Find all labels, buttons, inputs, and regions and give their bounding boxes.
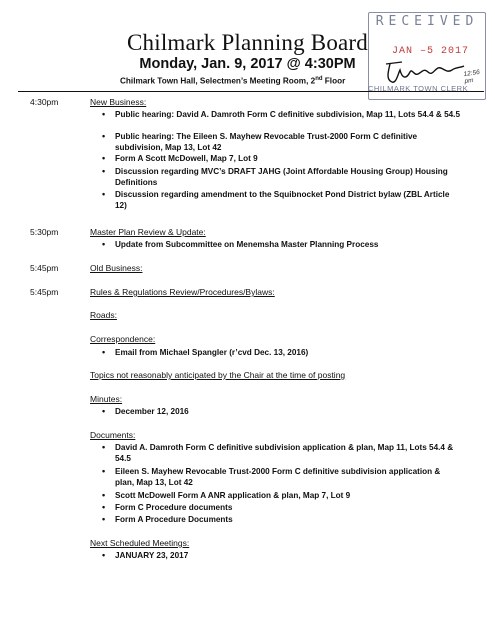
heading-old-business: Old Business: xyxy=(90,263,143,273)
list-item: • Email from Michael Spangler (r’cvd Dec. 13, 2016) xyxy=(115,347,460,358)
stamp-date: JAN –5 2017 xyxy=(392,46,470,57)
list-item: • Form A Procedure Documents xyxy=(115,514,460,525)
location-tail: Floor xyxy=(322,76,346,86)
heading-topics: Topics not reasonably anticipated by the Chair at the time of posting xyxy=(90,370,346,380)
list-item: • Eileen S. Mayhew Revocable Trust-2000 Form C definitive subdivision application & plan, Map 13, Lot 42 xyxy=(115,466,460,488)
heading-minutes: Minutes: xyxy=(90,394,123,404)
stamp-received-text: RECEIVED xyxy=(375,14,479,29)
time-new-business: 4:30pm xyxy=(30,97,59,107)
location-text: Chilmark Town Hall, Selectmen’s Meeting Room, 2 xyxy=(120,76,316,86)
heading-rules: Rules & Regulations Review/Procedures/Bylaws: xyxy=(90,287,275,297)
time-rules: 5:45pm xyxy=(30,287,59,297)
heading-new-business: New Business: xyxy=(90,97,147,107)
meeting-location xyxy=(120,76,410,86)
time-old-business: 5:45pm xyxy=(30,263,59,273)
list-item: • Scott McDowell Form A ANR application & plan, Map 7, Lot 9 xyxy=(115,490,460,501)
heading-master-plan: Master Plan Review & Update: xyxy=(90,227,206,237)
list-item: • Form C Procedure documents xyxy=(115,502,460,513)
list-item: • Discussion regarding amendment to the Squibnocket Pond District bylaw (ZBL Article 12) xyxy=(115,189,460,211)
list-item: • Public hearing: David A. Damroth Form C definitive subdivision, Map 11, Lots 54.4 & 54.5 xyxy=(115,109,460,120)
heading-next-meetings: Next Scheduled Meetings: xyxy=(90,538,190,548)
stamp-time: 12:56 xyxy=(463,68,481,79)
list-item: • JANUARY 23, 2017 xyxy=(115,550,460,561)
list-item: • Discussion regarding MVC’s DRAFT JAHG (Joint Affordable Housing Group) Housing Definitions xyxy=(115,166,460,188)
page-title: Chilmark Planning Board xyxy=(127,30,368,55)
list-item: • December 12, 2016 xyxy=(115,406,460,417)
list-item: • David A. Damroth Form C definitive subdivision application & plan, Map 11, Lots 54.4 & 54.5 xyxy=(115,442,460,464)
meeting-datetime: Monday, Jan. 9, 2017 @ 4:30PM xyxy=(139,56,356,72)
heading-roads: Roads: xyxy=(90,310,117,320)
stamp-ampm: pm xyxy=(464,76,474,86)
heading-correspondence: Correspondence: xyxy=(90,334,156,344)
time-master-plan: 5:30pm xyxy=(30,227,59,237)
heading-documents: Documents: xyxy=(90,430,136,440)
location-sup: nd xyxy=(315,76,323,82)
stamp-clerk: CHILMARK TOWN CLERK xyxy=(368,84,469,93)
list-item: • Update from Subcommittee on Menemsha Master Planning Process xyxy=(115,239,460,250)
list-item: • Form A Scott McDowell, Map 7, Lot 9 xyxy=(115,153,460,164)
list-item: • Public hearing: The Eileen S. Mayhew Revocable Trust-2000 Form C definitive subdivision, Map 13, Lot 42 xyxy=(115,131,460,153)
header-divider xyxy=(18,91,484,92)
